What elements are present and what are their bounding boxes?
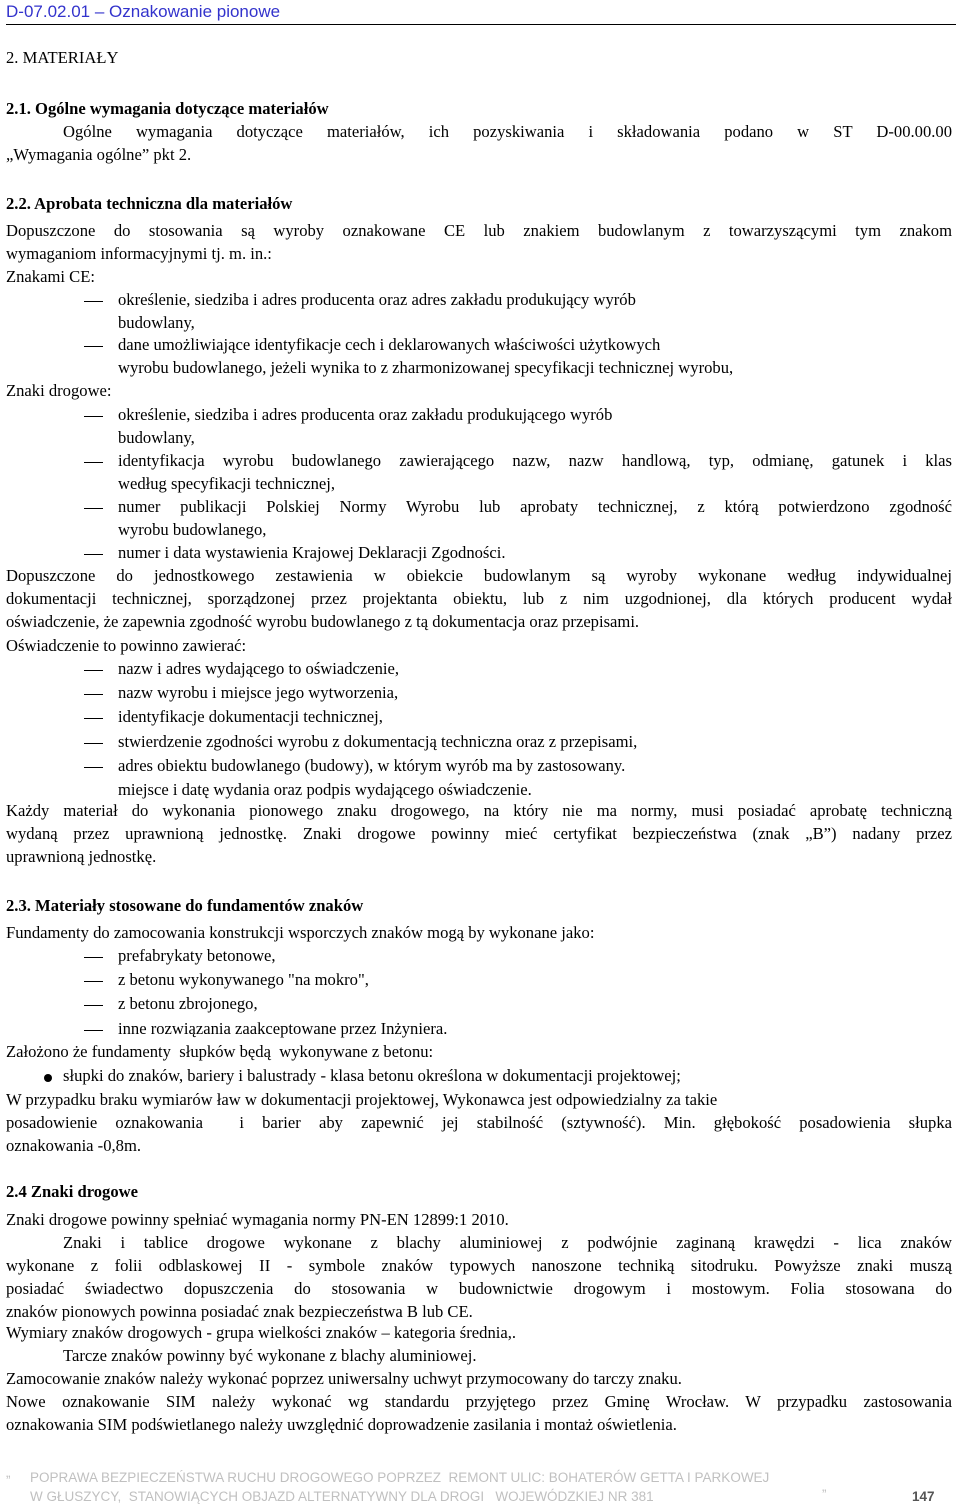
- section-2-1-line-2: „Wymagania ogólne” pkt 2.: [6, 145, 192, 164]
- sign-plates: Tarcze znaków powinny być wykonane z blachy aluminiowej.: [63, 1346, 477, 1365]
- sim-para-line-2: oznakowania SIM podświetlanego należy uwzględnić doprowadzenie zasilania i montaż oświetlenia.: [6, 1415, 677, 1434]
- declaration-item-4: stwierdzenie zgodności wyrobu z dokumentacją techniczna oraz z przepisami,: [118, 732, 638, 751]
- ce-item-2-line-1: dane umożliwiające identyfikacje cech i deklarowanych właściwości użytkowych: [118, 335, 661, 354]
- declaration-label: Oświadczenie to powinno zawierać:: [6, 636, 247, 655]
- foundation-bullet-item: słupki do znaków, bariery i balustrady - klasa betonu określona w dokumentacji projektowej;: [63, 1066, 681, 1085]
- road-signs-norm: Znaki drogowe powinny spełniać wymagania normy PN-EN 12899:1 2010.: [6, 1210, 509, 1229]
- declaration-item-5: adres obiektu budowlanego (budowy), w którym wyrób ma by zastosowany.: [118, 756, 626, 775]
- foundation-item-4: inne rozwiązania zaakceptowane przez Inżyniera.: [118, 1019, 448, 1038]
- dash-bullet: [84, 670, 103, 671]
- foundation-item-3: z betonu zbrojonego,: [118, 994, 258, 1013]
- footer-line-2: W GŁUSZYCY, STANOWIĄCYCH OBJAZD ALTERNATYWNY DLA DROGI WOJEWÓDZKIEJ NR 381: [30, 1489, 654, 1504]
- declaration-item-6: miejsce i datę wydania oraz podpis wydającego oświadczenie.: [118, 780, 532, 799]
- dash-bullet: [84, 1005, 103, 1006]
- dash-bullet: [84, 743, 103, 744]
- ce-item-1-line-2: budowlany,: [118, 313, 195, 332]
- road-signs-para-line-4: znaków pionowych powinna posiadać znak bezpieczeństwa B lub CE.: [6, 1302, 473, 1321]
- section-2-1-heading: 2.1. Ogólne wymagania dotyczące materiałów: [6, 99, 329, 118]
- road-signs-para-line-3: posiadać świadectwo dopuszczenia do stosowania w budownictwie drogowym i mostowym. Folia stosowana do: [6, 1279, 952, 1298]
- document-header-title: D-07.02.01 – Oznakowanie pionowe: [6, 2, 281, 21]
- road-signs-item-2-line-1: identyfikacja wyrobu budowlanego zawierającego nazw, nazw handlową, typ, odmianę, gatunek i klas: [118, 451, 952, 470]
- dash-bullet: [84, 508, 103, 509]
- road-signs-para-line-2: wykonane z folii odblaskowej II - symbole znaków typowych nanoszone techniką sitodruku. Powyższe znaki muszą: [6, 1256, 952, 1275]
- dash-bullet: [84, 718, 103, 719]
- foundation-item-2: z betonu wykonywanego "na mokro",: [118, 970, 369, 989]
- section-2-1-line-1: Ogólne wymagania dotyczące materiałów, ich pozyskiwania i składowania podano w ST D-00.00.00: [63, 122, 952, 141]
- dash-bullet: [84, 346, 103, 347]
- dash-bullet: [84, 694, 103, 695]
- dash-bullet: [84, 981, 103, 982]
- road-signs-para-line-1: Znaki i tablice drogowe wykonane z blachy aluminiowej z podwójnie zaginaną krawędzi - lica znaków: [63, 1233, 952, 1252]
- dash-bullet: [84, 767, 103, 768]
- section-2-2-heading: 2.2. Aprobata techniczna dla materiałów: [6, 194, 293, 213]
- footer-open-quote: „: [6, 1465, 11, 1480]
- material-para-line-2: wydaną przez uprawnioną jednostkę. Znaki drogowe powinny mieć certyfikat bezpieczeństwa (znak „B”) nadany przez: [6, 824, 952, 843]
- sim-para-line-1: Nowe oznakowanie SIM należy wykonać wg standardu przyjętego przez Gminę Wrocław. W przypadku zastosowania: [6, 1392, 952, 1411]
- bullet-dot: [44, 1074, 52, 1082]
- material-para-line-1: Każdy materiał do wykonania pionowego znaku drogowego, na który nie ma normy, musi posiadać aprobatę techniczną: [6, 801, 952, 820]
- road-signs-item-4: numer i data wystawienia Krajowej Deklaracji Zgodności.: [118, 543, 506, 562]
- foundations-para-line-2: posadowienie oznakowania i barier aby zapewnić jej stabilność (sztywność). Min. głębokość posadowienia słupka: [6, 1113, 952, 1132]
- foundations-intro: Fundamenty do zamocowania konstrukcji wsporczych znaków mogą by wykonane jako:: [6, 923, 595, 942]
- footer-close-quote: ”: [822, 1487, 827, 1502]
- footer-line-1: POPRAWA BEZPIECZEŃSTWA RUCHU DROGOWEGO POPRZEZ REMONT ULIC: BOHATERÓW GETTA I PARKOWEJ: [30, 1470, 770, 1485]
- section-2-4-heading: 2.4 Znaki drogowe: [6, 1182, 139, 1201]
- dash-bullet: [84, 957, 103, 958]
- road-signs-item-1-line-1: określenie, siedziba i adres producenta oraz zakładu produkującego wyrób: [118, 405, 613, 424]
- ce-item-1-line-1: określenie, siedziba i adres producenta oraz adres zakładu produkujący wyrób: [118, 290, 636, 309]
- sign-mounting: Zamocowanie znaków należy wykonać poprzez uniwersalny uchwyt przymocowany do tarczy znaku.: [6, 1369, 682, 1388]
- road-signs-label: Znaki drogowe:: [6, 381, 112, 400]
- admitted-para-line-3: oświadczenie, że zapewnia zgodność wyrobu budowlanego z tą dokumentacja oraz przepisami.: [6, 612, 640, 631]
- declaration-item-3: identyfikacje dokumentacji technicznej,: [118, 707, 383, 726]
- foundations-para-line-3: oznakowania -0,8m.: [6, 1136, 142, 1155]
- header-rule: [6, 24, 956, 25]
- page-number: 147: [912, 1489, 935, 1504]
- road-signs-item-2-line-2: według specyfikacji technicznej,: [118, 474, 336, 493]
- admitted-para-line-2: dokumentacji technicznej, sporządzonej przez projektanta obiektu, lub z nim uzgodnionej, dla których producent wydał: [6, 589, 952, 608]
- road-signs-item-3-line-1: numer publikacji Polskiej Normy Wyrobu lub aprobaty technicznej, z którą potwierdzono zgodność: [118, 497, 952, 516]
- admitted-para-line-1: Dopuszczone do jednostkowego zestawienia w obiekcie budowlanym są wyroby wykonane według indywidualnej: [6, 566, 952, 585]
- section-2-heading: 2. MATERIAŁY: [6, 48, 119, 67]
- declaration-item-2: nazw wyrobu i miejsce jego wytworzenia,: [118, 683, 399, 702]
- declaration-item-1: nazw i adres wydającego to oświadczenie,: [118, 659, 400, 678]
- dash-bullet: [84, 301, 103, 302]
- road-signs-item-3-line-2: wyrobu budowlanego,: [118, 520, 267, 539]
- section-2-2-para-line-2: wymaganiom informacyjnymi tj. m. in.:: [6, 244, 272, 263]
- road-signs-item-1-line-2: budowlany,: [118, 428, 195, 447]
- ce-item-2-line-2: wyrobu budowlanego, jeżeli wynika to z zharmonizowanej specyfikacji technicznej wyrobu,: [118, 358, 734, 377]
- section-2-2-para-line-1: Dopuszczone do stosowania są wyroby oznakowane CE lub znakiem budowlanym z towarzyszącymi tym znakom: [6, 221, 952, 240]
- foundation-item-1: prefabrykaty betonowe,: [118, 946, 276, 965]
- foundations-assumption: Założono że fundamenty słupków będą wykonywane z betonu:: [6, 1042, 434, 1061]
- material-para-line-3: uprawnioną jednostkę.: [6, 847, 157, 866]
- sign-dimensions: Wymiary znaków drogowych - grupa wielkości znaków – kategoria średnia,.: [6, 1323, 517, 1342]
- dash-bullet: [84, 554, 103, 555]
- foundations-para-line-1: W przypadku braku wymiarów ław w dokumentacji projektowej, Wykonawca jest odpowiedzialny za takie: [6, 1090, 718, 1109]
- dash-bullet: [84, 416, 103, 417]
- ce-label: Znakami CE:: [6, 267, 95, 286]
- dash-bullet: [84, 1030, 103, 1031]
- dash-bullet: [84, 462, 103, 463]
- section-2-3-heading: 2.3. Materiały stosowane do fundamentów znaków: [6, 896, 364, 915]
